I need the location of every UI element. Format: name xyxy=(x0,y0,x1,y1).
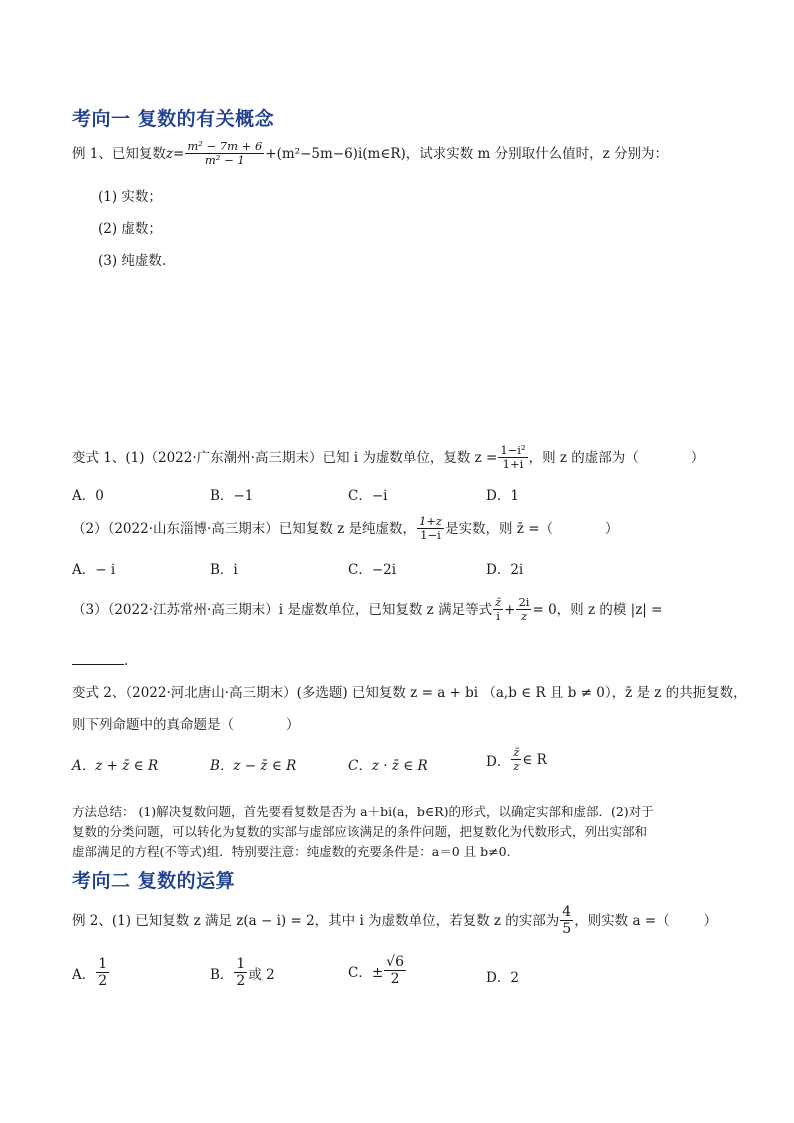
ex1-tail: +(m²−5m−6)i(m∈R)，试求实数 m 分别取什么值时，z 分别为： xyxy=(265,145,669,162)
ex2-den: 5 xyxy=(562,921,572,937)
summary-line-2: 复数的分类问题，可以转化为复数的实部与虚部应该满足的条件问题，把复数化为代数形式，列出实部和 xyxy=(72,824,648,839)
v1q2-fraction xyxy=(417,515,444,542)
ex2-option-c xyxy=(348,954,407,987)
ex1-item-1: (1) 实数； xyxy=(98,189,162,205)
v1q1-num: 1−i² xyxy=(500,443,526,457)
variant-2-line-2 xyxy=(72,716,300,734)
ex2-optc-fraction xyxy=(384,954,406,987)
ex2-opta-num: 1 xyxy=(98,956,108,972)
v2-optd-fraction xyxy=(511,746,521,773)
v1q1-option-c: C．−i xyxy=(348,488,388,504)
section-heading-1: 考向一 复数的有关概念 xyxy=(72,108,275,130)
v1q3-fraction-1 xyxy=(493,596,503,623)
ex2-optc-label: C．± xyxy=(348,964,384,981)
v1q1-close: ） xyxy=(690,449,705,466)
ex2-optb-num: 1 xyxy=(236,956,246,972)
v2-optd-post: ∈ R xyxy=(522,751,547,768)
v1q3-answer-blank xyxy=(72,652,128,670)
example-1 xyxy=(72,140,668,167)
v1q3-f1-den: i xyxy=(496,609,500,623)
v1q1-post: ，则 z 的虚部为（ xyxy=(528,449,639,466)
v1q2-close: ） xyxy=(605,520,619,537)
v2-line2-text: 则下列命题中的真命题是（ xyxy=(72,717,234,733)
ex2-post: ，则实数 a =（ xyxy=(574,912,670,929)
ex2-opta-den: 2 xyxy=(98,973,108,989)
ex1-frac-num: m² − 7m + 6 xyxy=(187,139,263,153)
v1q1-option-b: B．−1 xyxy=(210,488,254,504)
v1q1-pre: 变式 1、(1)（2022·广东潮州·高三期末）已知 i 为虚数单位，复数 z = xyxy=(72,449,498,466)
v1q1-fraction xyxy=(498,444,527,471)
example-2 xyxy=(72,904,717,937)
ex2-optc-den: 2 xyxy=(390,971,400,987)
v1q1-option-a: A．0 xyxy=(72,488,104,504)
v2-optd-den: z xyxy=(513,759,520,773)
v1q3-f2-den: z xyxy=(520,609,527,623)
ex2-option-d: D．2 xyxy=(486,970,519,986)
v2-option-b: B．z − z̄ ∈ R xyxy=(210,758,297,774)
v1q3-post: = 0，则 z 的模 |z| = xyxy=(532,601,663,618)
variant-1-q1 xyxy=(72,444,704,471)
v1q1-option-d: D．1 xyxy=(486,488,519,504)
ex1-item-2: (2) 虚数； xyxy=(98,221,162,237)
v1q2-num: 1+z xyxy=(418,514,442,528)
variant-1-q3 xyxy=(72,596,662,623)
v1q2-den: 1−i xyxy=(420,528,441,542)
ex2-fraction xyxy=(560,904,573,937)
ex2-option-b xyxy=(210,956,275,989)
ex2-optb-fraction xyxy=(234,956,247,989)
v1q2-post: 是实数，则 z̄ =（ xyxy=(445,520,554,537)
ex1-prefix: 例 1、已知复数 xyxy=(72,145,166,162)
v1q1-den: 1+i xyxy=(502,457,524,471)
v2-option-d xyxy=(486,746,547,773)
summary-line-3: 虚部满足的方程(不等式)组．特别要注意：纯虚数的充要条件是：a＝0 且 b≠0. xyxy=(72,844,511,859)
v1q3-plus: + xyxy=(504,601,516,618)
v1q3-end: . xyxy=(124,653,129,669)
ex2-opta-label: A． xyxy=(72,966,96,983)
answer-blank-line xyxy=(72,652,124,665)
v1q2-option-b: B．i xyxy=(210,562,238,578)
ex2-optb-label: B． xyxy=(210,966,234,983)
ex2-optb-post: 或 2 xyxy=(248,966,275,983)
v2-optd-label: D． xyxy=(486,753,511,770)
ex2-option-a xyxy=(72,956,110,989)
ex2-num: 4 xyxy=(562,904,572,920)
ex1-item-3: (3) 纯虚数. xyxy=(98,253,167,269)
ex1-fraction xyxy=(185,140,264,167)
section-heading-2: 考向二 复数的运算 xyxy=(72,870,236,892)
ex1-frac-den: m² − 1 xyxy=(204,153,245,167)
v1q3-pre: （3）（2022·江苏常州·高三期末）i 是虚数单位，已知复数 z 满足等式 xyxy=(72,601,493,618)
v2-option-a: A．z + z̄ ∈ R xyxy=(72,758,159,774)
v1q2-pre: （2）（2022·山东淄博·高三期末）已知复数 z 是纯虚数， xyxy=(72,520,416,537)
v2-option-c: C．z · z̄ ∈ R xyxy=(348,758,428,774)
variant-2-line-1: 变式 2、（2022·河北唐山·高三期末）(多选题) 已知复数 z = a + bi （a,b ∈ R 且 b ≠ 0），z̄ 是 z 的共扼复数， xyxy=(72,685,747,701)
ex2-optc-num: √6 xyxy=(386,954,404,970)
v1q3-f1-num: z̄ xyxy=(495,595,502,609)
v1q3-f2-num: 2i xyxy=(518,595,530,609)
ex2-pre: 例 2、(1) 已知复数 z 满足 z(a − i) = 2，其中 i 为虚数单位，若复数 z 的实部为 xyxy=(72,912,560,929)
ex2-close: ） xyxy=(703,912,718,929)
v1q2-option-a: A．− i xyxy=(72,562,116,578)
summary-line-1: 方法总结： (1)解决复数问题，首先要看复数是否为 a＋bi(a，b∈R)的形式，以确定实部和虚部．(2)对于 xyxy=(72,804,654,819)
v2-optd-num: z̄ xyxy=(513,745,520,759)
v2-line2-close: ） xyxy=(286,717,300,733)
ex1-z-eq: z= xyxy=(165,145,185,162)
ex2-optb-den: 2 xyxy=(236,973,246,989)
v1q2-option-d: D．2i xyxy=(486,562,524,578)
v1q3-fraction-2 xyxy=(516,596,531,623)
ex2-opta-fraction xyxy=(96,956,109,989)
variant-1-q2 xyxy=(72,515,619,542)
v1q2-option-c: C．−2i xyxy=(348,562,397,578)
